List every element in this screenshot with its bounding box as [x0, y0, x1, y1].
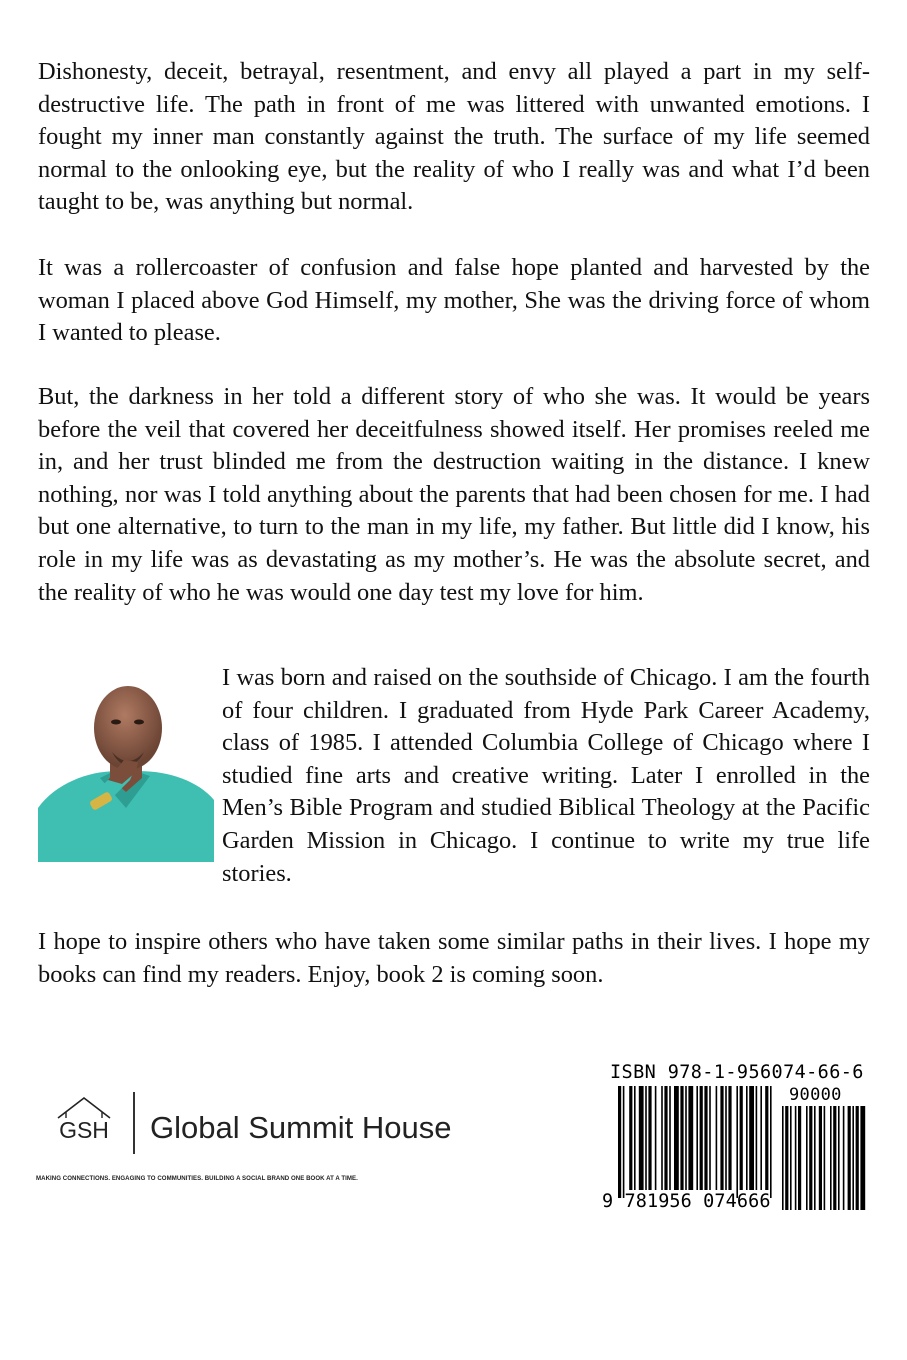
barcode-bar [709, 1086, 711, 1190]
publisher-monogram: GSH [59, 1117, 109, 1143]
publisher-logo [36, 1090, 452, 1190]
blurb-paragraph-1: Dishonesty, deceit, betrayal, resentment, and envy all played a part in my self-destructive life. The path in front of me was littered with unwanted emotions. I fought my inner man constantly against the truth. The surface of my life seemed normal to the onlooking eye, but the reality of who I really was and what I’d been taught to be, was anything but normal. [38, 58, 870, 216]
barcode-addon-bar [809, 1106, 812, 1210]
isbn-barcode [596, 1058, 868, 1218]
barcode-bar [749, 1086, 754, 1190]
barcode-addon-bar [848, 1106, 851, 1210]
barcode-addon-bar [860, 1106, 865, 1210]
logo-divider [133, 1092, 135, 1154]
barcode-bar [655, 1086, 657, 1190]
barcode-addon-bar [798, 1106, 801, 1210]
barcode-bar [696, 1086, 698, 1190]
barcode-addon-bar [806, 1106, 808, 1210]
isbn-label: ISBN 978-1-956074-66-6 [610, 1062, 864, 1083]
barcode-bar [746, 1086, 748, 1190]
barcode-bar [648, 1086, 651, 1190]
blurb-paragraph-2: It was a rollercoaster of confusion and false hope planted and harvested by the woman I placed above God Himself, my mother, She was the driving force of whom I wanted to please. [38, 254, 870, 347]
barcode-addon-bar [782, 1106, 784, 1210]
barcode-addon-bar [852, 1106, 854, 1210]
barcode-bar [645, 1086, 647, 1190]
barcode-bar [760, 1086, 762, 1190]
barcode-bar [664, 1086, 667, 1190]
barcode-addon-bar [785, 1106, 788, 1210]
barcode-bar [618, 1086, 621, 1198]
barcode-bar [685, 1086, 687, 1190]
barcode-addon-bar [790, 1106, 792, 1210]
barcode-bar [736, 1086, 738, 1198]
blurb-paragraph-3: But, the darkness in her told a different story of who she was. It would be years before the veil that covered her deceitfulness showed itself. Her promises reeled me in, and her trust blinded me from the destruction waiting in the distance. I knew nothing, nor was I told anything about the parents that had been chosen for me. I had but one alternative, to turn to the man in my life, my father. But little did I know, his role in my life was as devastating as my mother’s. He was the absolute secret, and the reality of who he was would one day test my love for him. [38, 383, 870, 606]
barcode-bar [716, 1086, 718, 1190]
barcode-digits: 9 781956 074666 [602, 1191, 771, 1212]
publisher-tagline: MAKING CONNECTIONS. ENGAGING TO COMMUNITIES. BUILDING A SOCIAL BRAND ONE BOOK AT A TIME. [36, 1175, 358, 1182]
barcode-addon-bar [856, 1106, 859, 1210]
author-bio-section [38, 662, 870, 890]
barcode-addon-bar [843, 1106, 845, 1210]
barcode-bar [674, 1086, 679, 1190]
barcode-bar [669, 1086, 671, 1190]
barcode-addon-bar [819, 1106, 822, 1210]
barcode-addon-bar [824, 1106, 826, 1210]
barcode-bar [725, 1086, 727, 1190]
barcode-bar [680, 1086, 683, 1190]
author-bio-text: I was born and raised on the southside of Chicago. I am the fourth of four children. I graduated from Hyde Park Career Academy, class of 1985. I attended Columbia College of Chicago where I studied fine arts and creative writing. Later I enrolled in the Men’s Bible Program and studied Biblical Theology at the Pacific Garden Mission in Chicago. I continue to write my true life stories. [222, 664, 870, 887]
barcode-bar [661, 1086, 663, 1190]
barcode-bar [704, 1086, 707, 1190]
barcode-bar [720, 1086, 723, 1190]
price-code: 90000 [789, 1085, 842, 1105]
barcode-addon-bar [830, 1106, 832, 1210]
barcode-bar [700, 1086, 703, 1190]
barcode-addon-bar [814, 1106, 816, 1210]
barcode-bar [639, 1086, 644, 1190]
blurb-paragraph-closing: I hope to inspire others who have taken some similar paths in their lives. I hope my books can find my readers. Enjoy, book 2 is coming soon. [38, 928, 870, 988]
author-photo [38, 668, 214, 862]
barcode-bar [740, 1086, 743, 1190]
barcode-bar [756, 1086, 758, 1190]
barcode-addon-bar [795, 1106, 797, 1210]
barcode-bar [634, 1086, 636, 1190]
barcode-addon-bar [838, 1106, 840, 1210]
barcode-addon-bar [833, 1106, 836, 1210]
barcode-bar [688, 1086, 693, 1190]
barcode-bar [629, 1086, 632, 1190]
barcode-bar [770, 1086, 772, 1198]
publisher-name: Global Summit House [150, 1110, 452, 1145]
barcode-bar [623, 1086, 625, 1198]
barcode-bar [728, 1086, 731, 1190]
barcode-bar [765, 1086, 768, 1190]
